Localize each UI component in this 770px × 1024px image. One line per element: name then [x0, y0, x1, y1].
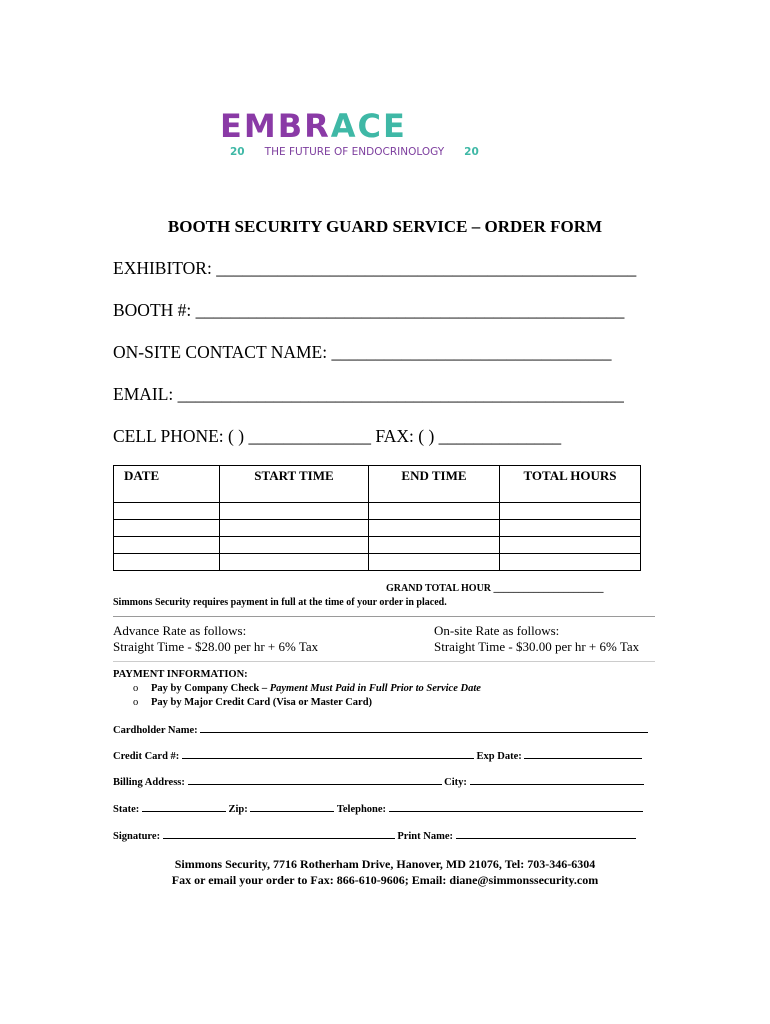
telephone-label: Telephone:: [336, 804, 387, 815]
col-end-time: END TIME: [369, 466, 500, 503]
grand-total-field[interactable]: GRAND TOTAL HOUR ______________________: [386, 583, 604, 594]
table-row[interactable]: [114, 503, 641, 520]
bullet-icon: o: [133, 683, 139, 694]
table-row[interactable]: [114, 537, 641, 554]
onsite-rate-label: On-site Rate as follows:: [434, 623, 560, 638]
payment-info: [113, 668, 481, 710]
print-name-input[interactable]: [456, 828, 636, 839]
onsite-rate: [434, 623, 639, 655]
col-date: DATE: [114, 466, 220, 503]
col-total-hours: TOTAL HOURS: [500, 466, 641, 503]
cardholder-line: [113, 722, 655, 736]
hours-table: [113, 465, 641, 571]
bullet-icon: o: [133, 697, 139, 708]
form-title: BOOTH SECURITY GUARD SERVICE – ORDER FORM: [167, 217, 603, 236]
city-label: City:: [444, 777, 467, 788]
payment-note: Simmons Security requires payment in full at the time of your order in placed.: [113, 597, 447, 608]
zip-label: Zip:: [228, 804, 248, 815]
table-row[interactable]: [114, 554, 641, 571]
signature-input[interactable]: [163, 828, 395, 839]
city-input[interactable]: [470, 774, 644, 785]
state-input[interactable]: [142, 801, 226, 812]
logo-wordmark: EMBRACE: [220, 107, 407, 145]
advance-rate-value: Straight Time - $28.00 per hr + 6% Tax: [113, 639, 319, 654]
card-number-line: [113, 748, 655, 762]
exp-date-label: Exp Date:: [476, 751, 522, 762]
embrace-logo: [220, 107, 550, 160]
onsite-rate-value: Straight Time - $30.00 per hr + 6% Tax: [434, 639, 640, 654]
booth-field[interactable]: BOOTH #: _________________________________________________: [113, 300, 625, 320]
email-field[interactable]: EMAIL: ___________________________________________________: [113, 384, 624, 404]
billing-line: [113, 774, 655, 788]
payment-heading: PAYMENT INFORMATION:: [113, 669, 248, 680]
telephone-input[interactable]: [389, 801, 643, 812]
signature-label: Signature:: [113, 831, 161, 842]
logo-tagline: 20 THE FUTURE OF ENDOCRINOLOGY 20: [230, 146, 479, 158]
state-label: State:: [113, 804, 140, 815]
cardholder-label: Cardholder Name:: [113, 725, 198, 736]
table-row[interactable]: [114, 520, 641, 537]
phone-fax-field[interactable]: CELL PHONE: ( ) ______________ FAX: ( ) ______________: [113, 426, 562, 446]
billing-address-label: Billing Address:: [113, 777, 185, 788]
contact-footer: [0, 856, 770, 888]
zip-input[interactable]: [250, 801, 334, 812]
footer-address: Simmons Security, 7716 Rotherham Drive, Hanover, MD 21076, Tel: 703-346-6304: [174, 857, 596, 871]
contact-name-field[interactable]: ON-SITE CONTACT NAME: ________________________________: [113, 342, 612, 362]
exp-date-input[interactable]: [524, 748, 642, 759]
footer-fax-email: Fax or email your order to Fax: 866-610-9606; Email: diane@simmonssecurity.com: [171, 873, 599, 887]
cardholder-input[interactable]: [200, 722, 648, 733]
advance-rate-label: Advance Rate as follows:: [113, 623, 247, 638]
payment-option-check[interactable]: o Pay by Company Check – Payment Must Paid in Full Prior to Service Date: [133, 683, 481, 694]
state-line: [113, 801, 655, 815]
table-header-row: [114, 466, 641, 503]
exhibitor-field[interactable]: EXHIBITOR: ________________________________________________: [113, 258, 637, 278]
advance-rate: [113, 623, 318, 655]
card-number-label: Credit Card #:: [113, 751, 180, 762]
print-name-label: Print Name:: [397, 831, 454, 842]
divider: [113, 616, 655, 617]
card-number-input[interactable]: [182, 748, 474, 759]
col-start-time: START TIME: [220, 466, 369, 503]
payment-option-card[interactable]: o Pay by Major Credit Card (Visa or Master Card): [133, 697, 373, 708]
billing-address-input[interactable]: [188, 774, 442, 785]
divider: [113, 661, 655, 662]
signature-line: [113, 828, 655, 842]
